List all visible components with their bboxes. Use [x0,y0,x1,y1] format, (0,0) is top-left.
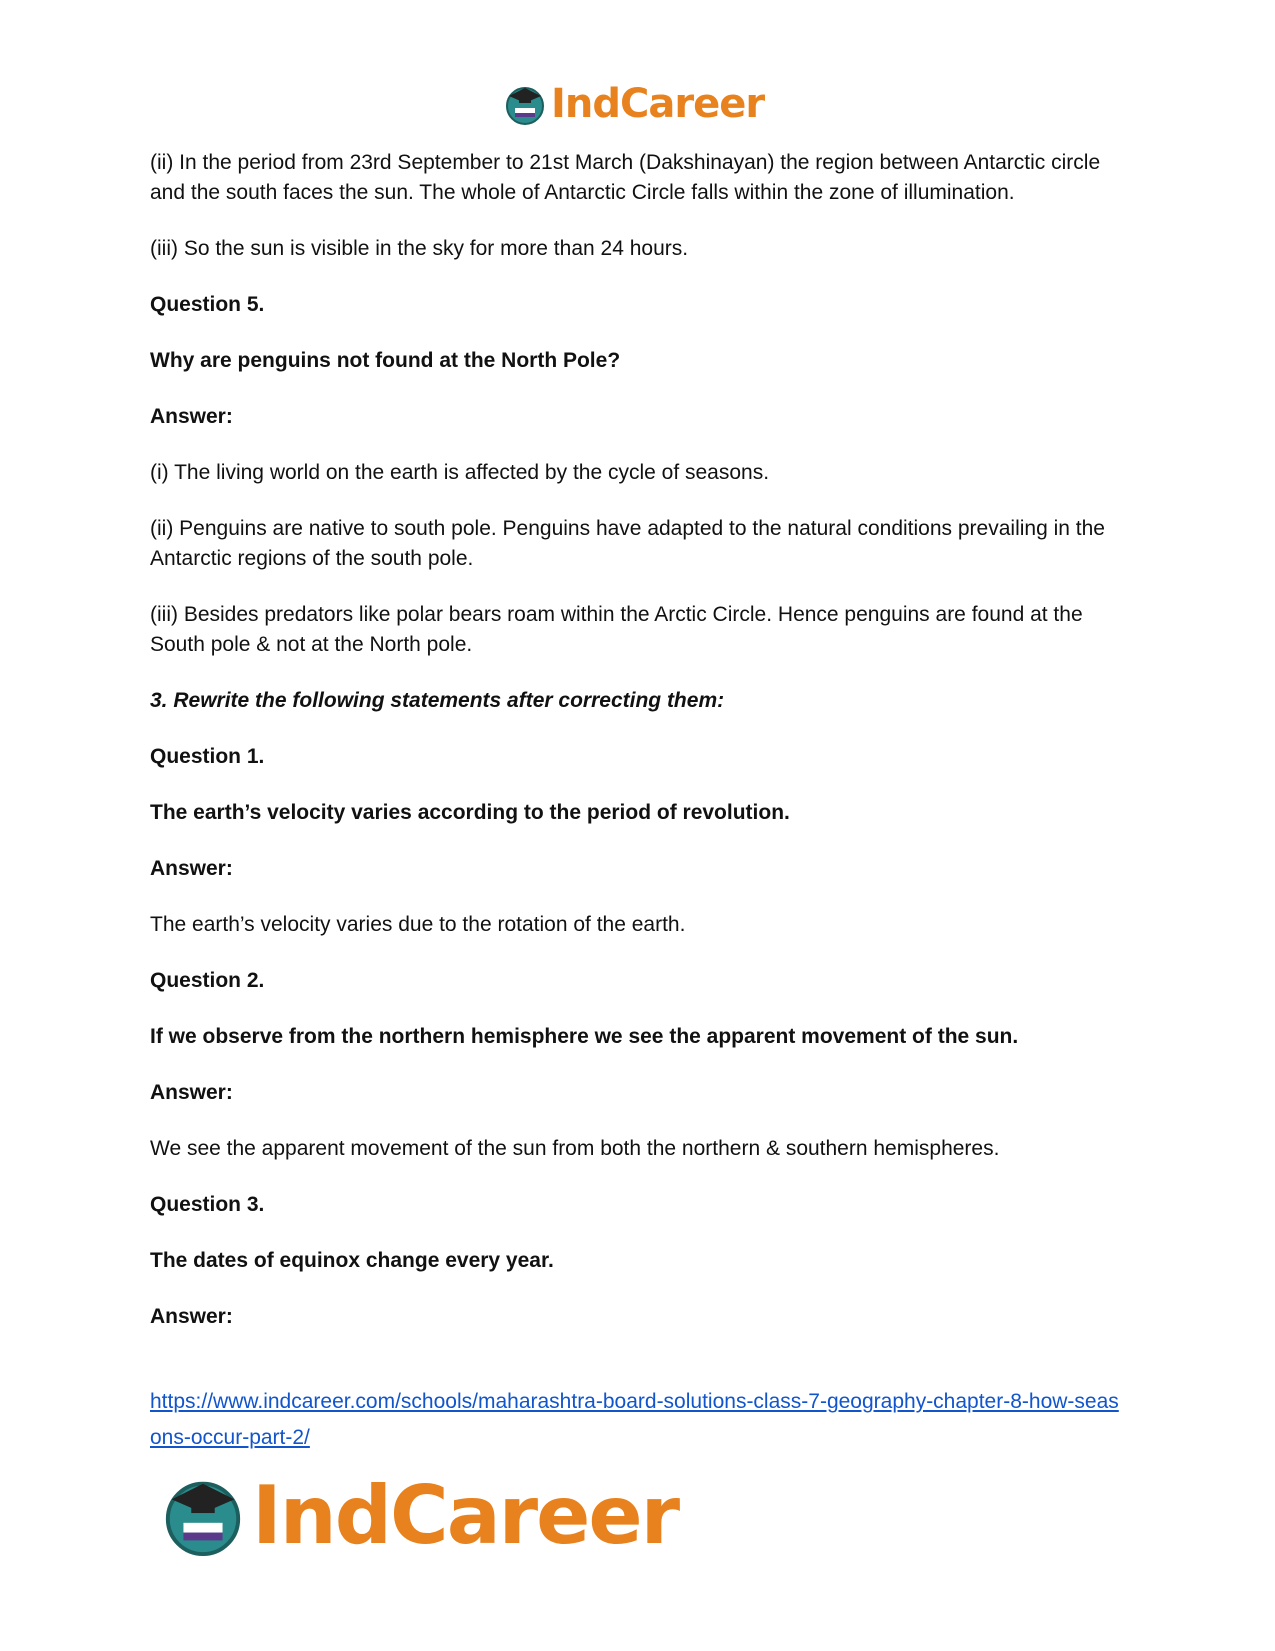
graduation-cap-globe-icon [503,82,547,126]
footer-logo-text: IndCareer [252,1468,679,1562]
paragraph: (ii) Penguins are native to south pole. Penguins have adapted to the natural conditions prevailing in the Antarctic regions of the south pole. [150,517,1105,570]
paragraph: (ii) In the period from 23rd September to 21st March (Dakshinayan) the region between Antarctic circle and the south faces the sun. The whole of Antarctic Circle falls within the zone of illumination. [150,151,1101,204]
graduation-cap-globe-icon [160,1472,246,1558]
paragraph: We see the apparent movement of the sun from both the northern & southern hemispheres. [150,1137,1000,1160]
paragraph: Answer: [150,1305,233,1328]
paragraph: The earth’s velocity varies according to the period of revolution. [150,801,790,824]
document-body [150,148,1130,1358]
paragraph: If we observe from the northern hemisphere we see the apparent movement of the sun. [150,1025,1019,1048]
source-link[interactable]: https://www.indcareer.com/schools/maharashtra-board-solutions-class-7-geography-chapter-8-how-seasons-occur-part-2/ [150,1390,1119,1449]
paragraph: Question 1. [150,745,265,768]
paragraph: Why are penguins not found at the North Pole? [150,349,621,372]
paragraph: The dates of equinox change every year. [150,1249,554,1272]
paragraph: The earth’s velocity varies due to the rotation of the earth. [150,913,686,936]
paragraph: Answer: [150,1081,233,1104]
paragraph: Question 5. [150,293,265,316]
paragraph: 3. Rewrite the following statements after correcting them: [150,689,725,712]
paragraph: (iii) Besides predators like polar bears roam within the Arctic Circle. Hence penguins are found at the South pole & not at the North pole. [150,603,1083,656]
header-logo-text: IndCareer [551,81,765,127]
paragraph: Question 2. [150,969,265,992]
header-logo [503,80,764,128]
paragraph: Answer: [150,405,233,428]
paragraph: Question 3. [150,1193,265,1216]
footer-logo [160,1470,678,1560]
paragraph: (i) The living world on the earth is affected by the cycle of seasons. [150,461,770,484]
paragraph: Answer: [150,857,233,880]
paragraph: (iii) So the sun is visible in the sky for more than 24 hours. [150,237,689,260]
